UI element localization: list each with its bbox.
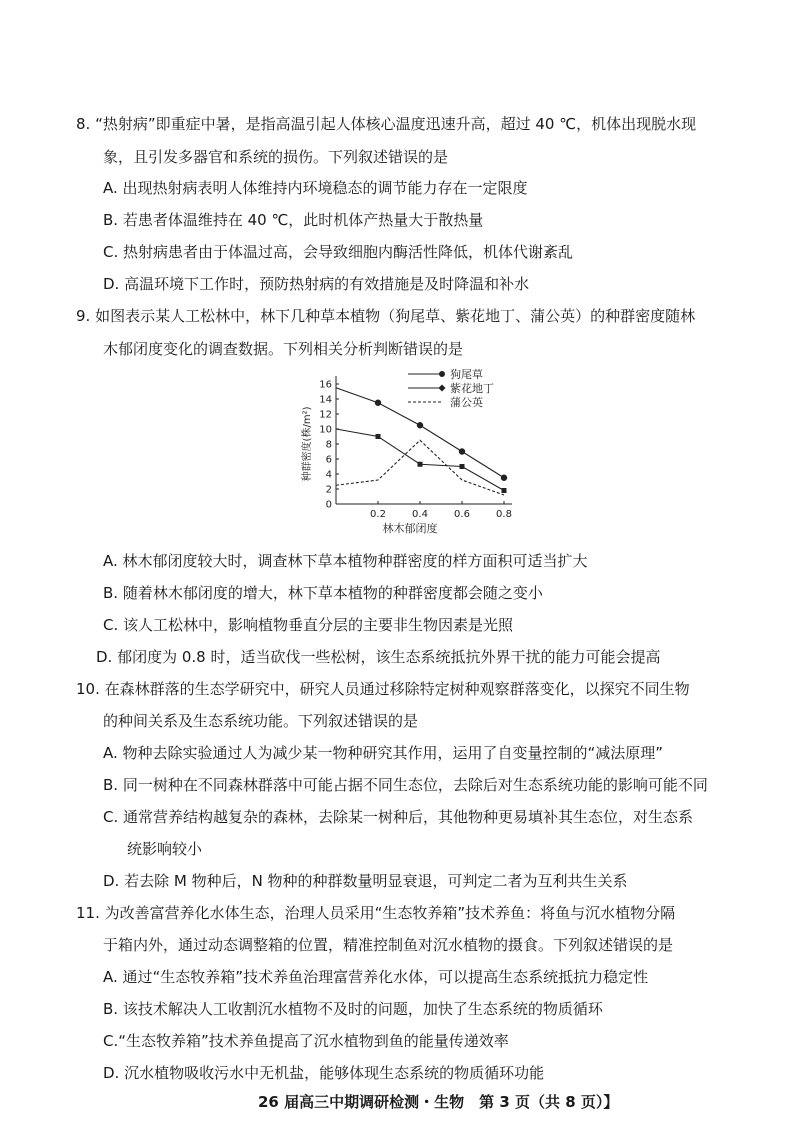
- data-point: [375, 400, 381, 406]
- q10-stem-line1: 10. 在森林群落的生态学研究中，研究人员通过移除特定树种观察群落变化，以探究不同生物: [76, 680, 690, 698]
- data-point: [417, 422, 423, 428]
- q10-option-c-line1: C. 通常营养结构越复杂的森林，去除某一树种后，其他物种更易填补其生态位，对生态系: [103, 808, 694, 826]
- series-line-2: [336, 429, 504, 491]
- y-tick-label: 6: [325, 454, 332, 466]
- data-point: [502, 488, 507, 493]
- q10-option-a: A. 物种去除实验通过人为减少某一物种研究其作用，运用了自变量控制的“减法原理”: [103, 744, 664, 762]
- population-density-chart: [296, 364, 516, 539]
- q8-option-d: D. 高温环境下工作时，预防热射病的有效措施是及时降温和补水: [103, 275, 530, 293]
- data-point: [376, 434, 381, 439]
- legend-marker: [439, 371, 445, 377]
- x-tick-label: 0.8: [496, 509, 512, 520]
- y-tick-label: 0: [325, 499, 332, 511]
- q8-option-a: A. 出现热射病表明人体维持内环境稳态的调节能力存在一定限度: [103, 179, 528, 197]
- legend-label-2: 紫花地丁: [450, 382, 494, 395]
- q11-option-b: B. 该技术解决人工收割沉水植物不及时的问题，加快了生态系统的物质循环: [103, 1000, 603, 1018]
- chart-svg: [296, 364, 516, 539]
- q10-stem-line2: 的种间关系及生态系统功能。下列叙述错误的是: [103, 712, 419, 730]
- q9-option-a: A. 林木郁闭度较大时，调查林下草本植物种群密度的样方面积可适当扩大: [103, 552, 588, 570]
- q9-stem-line1: 9. 如图表示某人工松林中，林下几种草本植物（狗尾草、紫花地丁、蒲公英）的种群密度随林: [76, 307, 696, 325]
- q9-option-b: B. 随着林木郁闭度的增大，林下草本植物的种群密度都会随之变小: [103, 584, 543, 602]
- q8-option-c: C. 热射病患者由于体温过高，会导致细胞内酶活性降低，机体代谢紊乱: [103, 243, 574, 261]
- data-point: [459, 448, 465, 454]
- y-tick-label: 8: [325, 439, 332, 451]
- q10-option-b: B. 同一树种在不同森林群落中可能占据不同生态位，去除后对生态系统功能的影响可能不同: [103, 776, 708, 794]
- q11-stem-line1: 11. 为改善富营养化水体生态，治理人员采用“生态牧养箱”技术养鱼：将鱼与沉水植物分隔: [76, 904, 676, 922]
- legend-label-3: 蒲公英: [450, 396, 483, 409]
- q11-option-d: D. 沉水植物吸收污水中无机盐，能够体现生态系统的物质循环功能: [103, 1064, 545, 1082]
- data-point: [418, 462, 423, 467]
- legend-marker: [438, 384, 445, 391]
- y-tick-label: 2: [325, 484, 332, 496]
- q11-stem-line2: 于箱内外，通过动态调整箱的位置，精准控制鱼对沉水植物的摄食。下列叙述错误的是: [103, 936, 674, 954]
- y-tick-label: 14: [319, 394, 332, 406]
- q11-option-c: C.“生态牧养箱”技术养鱼提高了沉水植物到鱼的能量传递效率: [103, 1032, 509, 1050]
- q9-option-d: D. 郁闭度为 0.8 时，适当砍伐一些松树，该生态系统抵抗外界干扰的能力可能会提高: [96, 648, 661, 666]
- x-tick-label: 0.4: [412, 509, 428, 520]
- q10-option-d: D. 若去除 M 物种后，N 物种的种群数量明显衰退，可判定二者为互利共生关系: [103, 872, 628, 890]
- y-tick-label: 4: [325, 469, 332, 481]
- q9-stem-line2: 木郁闭度变化的调查数据。下列相关分析判断错误的是: [103, 340, 464, 358]
- x-axis-label: 林木郁闭度: [382, 522, 438, 535]
- y-axis-label: 种群密度(株/m²): [302, 406, 313, 482]
- q9-option-c: C. 该人工松林中，影响植物垂直分层的主要非生物因素是光照: [103, 616, 514, 634]
- series-line-3: [336, 440, 504, 495]
- data-point: [501, 475, 507, 481]
- y-tick-label: 16: [319, 379, 332, 391]
- q8-stem-line2: 象，且引发多器官和系统的损伤。下列叙述错误的是: [103, 148, 449, 166]
- data-point: [460, 464, 465, 469]
- q8-stem-line1: 8. “热射病”即重症中暑，是指高温引起人体核心温度迅速升高，超过 40 ℃，机体出现脱水现: [76, 115, 697, 133]
- q11-option-a: A. 通过“生态牧养箱”技术养鱼治理富营养化水体，可以提高生态系统抵抗力稳定性: [103, 968, 649, 986]
- x-tick-label: 0.2: [370, 509, 386, 520]
- page-footer: 26 届高三中期调研检测・生物 第 3 页（共 8 页）】: [258, 1093, 619, 1111]
- y-tick-label: 10: [319, 424, 332, 436]
- y-tick-label: 12: [319, 409, 332, 421]
- q10-option-c-line2: 统影响较小: [127, 840, 203, 858]
- legend-label-1: 狗尾草: [450, 368, 483, 381]
- q8-option-b: B. 若患者体温维持在 40 ℃，此时机体产热量大于散热量: [103, 211, 484, 229]
- x-tick-label: 0.6: [454, 509, 470, 520]
